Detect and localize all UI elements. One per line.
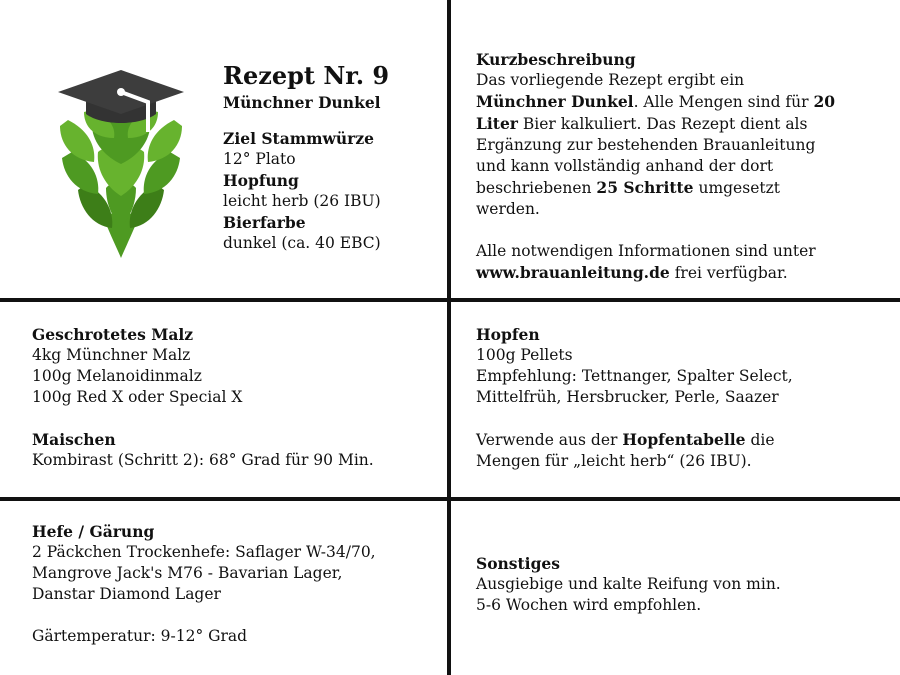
spec-value-bierfarbe: dunkel (ca. 40 EBC) [223,234,381,252]
yeast-heading: Hefe / Gärung [32,522,155,541]
hops-line: Mengen für „leicht herb“ (26 IBU). [476,452,752,470]
hops-section [476,324,793,472]
hops-line: 100g Pellets [476,346,573,364]
summary-line: und kann vollständig anhand der dort [476,157,774,175]
spec-value-hopfung: leicht herb (26 IBU) [223,192,381,210]
misc-line: Ausgiebige und kalte Reifung von min. [476,575,781,593]
mashing-text: Kombirast (Schritt 2): 68° Grad für 90 Min. [32,451,374,469]
summary-line: Alle notwendigen Informationen sind unter [476,242,816,260]
spec-label-stammwuerze: Ziel Stammwürze [223,129,374,148]
summary-line: Das vorliegende Rezept ergibt ein [476,71,745,89]
summary-line: Liter Bier kalkuliert. Das Rezept dient als [476,114,808,133]
summary-section [476,49,835,284]
steps-emphasis: 25 Schritte [596,178,694,197]
misc-heading: Sonstiges [476,554,561,573]
recipe-title: Rezept Nr. 9 [223,61,390,90]
list-item: 100g Red X oder Special X [32,388,243,406]
hops-line: Verwende aus der Hopfentabelle die [476,430,775,449]
hop-cone [60,110,182,258]
malt-heading: Geschrotetes Malz [32,325,194,344]
list-item: 100g Melanoidinmalz [32,367,202,385]
list-item: Mangrove Jack's M76 - Bavarian Lager, [32,564,343,582]
spec-value-stammwuerze: 12° Plato [223,150,296,168]
spec-label-hopfung: Hopfung [223,171,299,190]
horizontal-divider-top [0,298,900,302]
mashing-heading: Maischen [32,430,116,449]
beer-style-emphasis: Münchner Dunkel [476,92,634,111]
summary-line: Münchner Dunkel. Alle Mengen sind für 20 [476,92,836,111]
vertical-divider [447,0,451,675]
hops-line: Empfehlung: Tettnanger, Spalter Select, [476,367,793,385]
recipe-subtitle: Münchner Dunkel [223,93,381,112]
misc-line: 5-6 Wochen wird empfohlen. [476,596,702,614]
horizontal-divider-bottom [0,497,900,501]
summary-line: www.brauanleitung.de frei verfügbar. [476,263,788,282]
liter-amount-emphasis: 20 [813,92,836,111]
malt-section [32,324,374,471]
graduation-cap [58,70,184,132]
spec-label-bierfarbe: Bierfarbe [223,213,306,232]
website-link[interactable]: www.brauanleitung.de [476,263,670,282]
summary-heading: Kurzbeschreibung [476,50,636,69]
recipe-header [223,60,389,254]
summary-line: werden. [476,200,540,218]
yeast-section [32,521,376,647]
list-item: 4kg Münchner Malz [32,346,191,364]
summary-line: Ergänzung zur bestehenden Brauanleitung [476,136,816,154]
hops-heading: Hopfen [476,325,540,344]
hops-line: Mittelfrüh, Hersbrucker, Perle, Saazer [476,388,779,406]
summary-line: beschriebenen 25 Schritte umgesetzt [476,178,780,197]
list-item: Danstar Diamond Lager [32,585,221,603]
misc-section [476,553,781,616]
hop-cone-with-graduation-cap-icon [56,68,186,264]
fermentation-temperature: Gärtemperatur: 9-12° Grad [32,627,248,645]
hop-table-emphasis: Hopfentabelle [622,430,746,449]
list-item: 2 Päckchen Trockenhefe: Saflager W-34/70, [32,543,376,561]
